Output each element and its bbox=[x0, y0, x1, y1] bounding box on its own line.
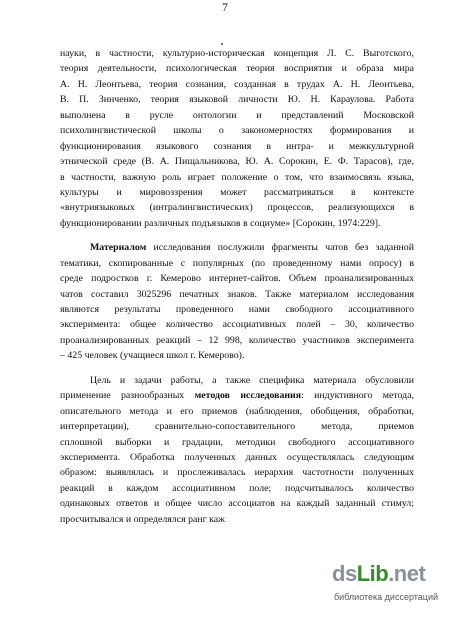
text-line: проанализированных реакций – 12 998, количество участников эксперимента bbox=[60, 334, 414, 346]
text-line: чатов составил 3025296 печатных знаков. Также материалом исследования bbox=[60, 288, 414, 300]
text-line: являются результаты проведенного нами свободного ассоциативного bbox=[60, 304, 414, 315]
text-line: культуры и мировоззрения может рассматриваться в контексте bbox=[60, 186, 414, 198]
text-line: этнической среде (В. А. Пищальникова, Ю. А. Сорокин, Е. Ф. Тарасов), где, bbox=[60, 156, 414, 168]
text-line: А. Н. Леонтьева, теория сознания, созданная в трудах А. Н. Леонтьева, bbox=[60, 78, 414, 90]
text-line: эксперимента: общее количество ассоциативных полей – 30, количество bbox=[60, 319, 414, 331]
text-line: науки, в частности, культурно-историческая концепция Л. С. Выготского, bbox=[60, 48, 414, 59]
page-number: 7 bbox=[222, 2, 228, 14]
text-line: одинаковых ответов и общее число ассоциатов на каждый заданный стимул; bbox=[60, 498, 414, 510]
bold-term-material: Материалом bbox=[90, 242, 147, 254]
text-fragment: исследования послужили фрагменты чатов без заданной bbox=[146, 242, 414, 254]
paragraph-methods bbox=[60, 373, 414, 527]
watermark-subtitle: библиотека диссертаций bbox=[333, 592, 438, 602]
text-line: реакций в каждом ассоциативном поле; подсчитывалось количество bbox=[60, 482, 414, 494]
text-line: психолингвистической школы о закономерностях формирования и bbox=[60, 125, 414, 137]
text-line: тематики, скопированные с популярных (по проведенному нами опросу) в bbox=[60, 257, 414, 269]
text-line: описательного метода и его приемов (наблюдения, обобщения, обработки, bbox=[60, 405, 414, 417]
text-line: образом: выявлялась и прослеживалась иерархия частотности полученных bbox=[60, 467, 414, 479]
bold-term-methods: методов исследования bbox=[194, 390, 302, 402]
text-line: функционировании различных подъязыков в социуме» [Сорокин, 1974:229]. bbox=[60, 217, 381, 229]
dslib-logo: dsLib.net bbox=[332, 561, 426, 586]
text-line: Цель и задачи работы, а также специфика материала обусловили bbox=[90, 374, 414, 386]
document-body bbox=[60, 46, 414, 527]
text-line: функционирования языкового сознания в интра- и межкультурной bbox=[60, 140, 414, 152]
paragraph-theory bbox=[60, 46, 414, 231]
text-line: эксперимента. Обработка полученных данных осуществлялась следующим bbox=[60, 451, 414, 463]
text-line: В. П. Зинченко, теория языковой личности Ю. Н. Караулова. Работа bbox=[60, 94, 414, 106]
text-fragment: применение разнообразных bbox=[60, 390, 195, 402]
text-line bbox=[60, 388, 414, 403]
dslib-watermark bbox=[330, 561, 442, 609]
text-fragment: : индуктивного метода, bbox=[301, 390, 414, 402]
text-line: просчитывался и определялся ранг каж bbox=[60, 513, 225, 525]
text-line: – 425 человек (учащиеся школ г. Кемерово). bbox=[60, 350, 245, 362]
text-line: среде подростков г. Кемерово интернет-сайтов. Объем проанализированных bbox=[60, 273, 414, 285]
text-line: «внутриязыковых (интралингвистических) процессов, реализующихся в bbox=[60, 202, 414, 214]
paragraph-material bbox=[60, 240, 414, 364]
scan-dot bbox=[221, 43, 223, 45]
text-line bbox=[60, 240, 414, 255]
text-line: выполнена в русле онтологии и представлений Московской bbox=[60, 109, 414, 121]
text-line: сплошной выборки и градации, методики свободного ассоциативного bbox=[60, 436, 414, 448]
text-line: в частности, важную роль играет положение о том, что взаимосвязь языка, bbox=[60, 171, 414, 183]
text-line: теория деятельности, психологическая теория восприятия и образа мира bbox=[60, 63, 414, 75]
text-line: интерпретации), сравнительно-сопоставительного метода, приемов bbox=[60, 421, 414, 433]
